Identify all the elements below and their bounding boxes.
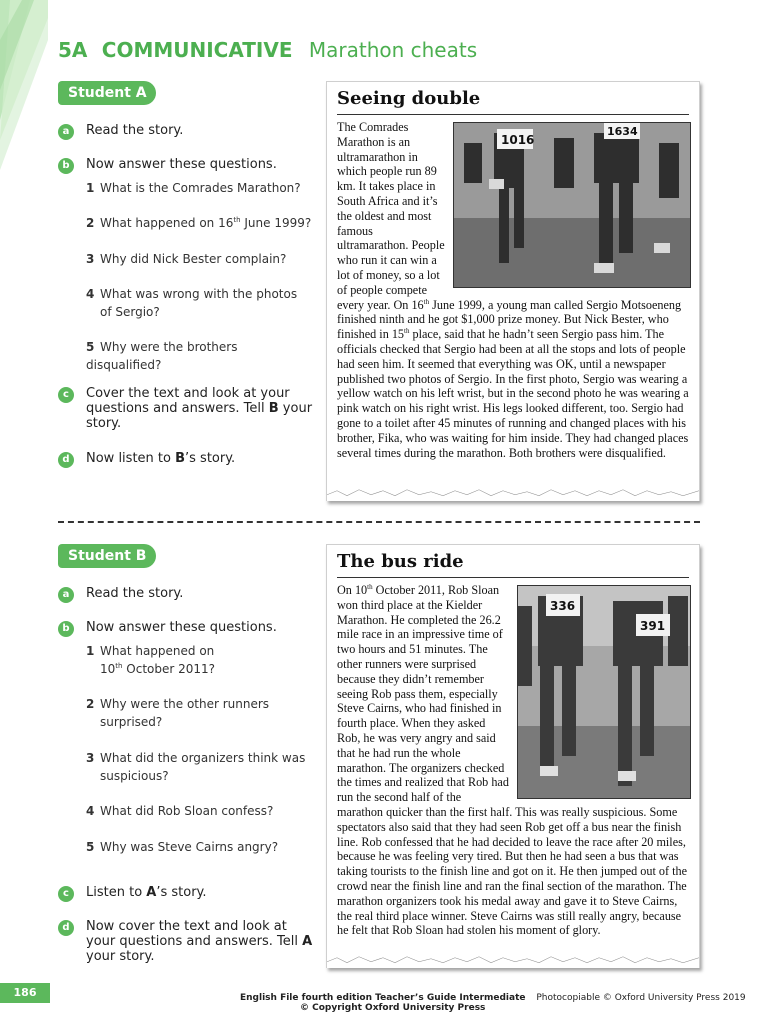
publication-title: English File fourth edition Teacher’s Guide Intermediate	[240, 993, 526, 1003]
page-header	[58, 38, 477, 62]
kielder-marathon-photo	[517, 585, 691, 799]
student-b-step-b	[58, 620, 318, 635]
step-text: Now listen to B’s story.	[86, 451, 236, 466]
student-b-step-a	[58, 586, 318, 601]
runners-photo-image	[454, 123, 690, 287]
story-card-seeing-double	[326, 81, 700, 501]
student-a-label: Student A	[58, 81, 156, 105]
step-text: Now answer these questions.	[86, 620, 277, 635]
section-title: COMMUNICATIVE	[101, 38, 293, 62]
student-a-question-1: 1 What is the Comrades Marathon?	[86, 181, 301, 195]
bib-number: 1016	[501, 133, 535, 147]
story-title: The bus ride	[337, 551, 689, 578]
marathon-runners-photo	[453, 122, 691, 288]
bib-number: 1634	[607, 125, 638, 138]
student-b-question-4: 4 What did Rob Sloan confess?	[86, 804, 274, 818]
corner-decoration	[0, 0, 48, 170]
step-badge: d	[58, 452, 74, 468]
torn-edge	[327, 954, 699, 968]
story-text: 1016 1634 The Comrades Marathon is an ultramarathon in which people run 89 km. It takes place in South Africa and it’s the oldest and most famous ultramarathon. People who run it can win a lot of money, so a lot of people compete every year. On 16th June 1999, a young man called Sergio Motsoeneng finished ninth and he got $1,000 prize money. But Nick Bester, who finished in 15th place, said that he hadn’t seen Sergio pass him. The officials checked that Sergio had been at all the stops and lots of people had seen him. It seemed that everything was OK, until a newspaper published two photos of Sergio. In the first photo, Sergio was wearing a yellow watch on his left wrist, but in the second photo he was wearing a pink watch on his right wrist. His legs looked different, too. Sergio had gone to a toilet after 45 minutes of running and changed places with his brother, Fika, who was waiting for him inside. They had changed places several times during the marathon. Both brothers were disqualified.	[337, 120, 691, 460]
step-badge: c	[58, 886, 74, 902]
step-badge: b	[58, 621, 74, 637]
student-b-step-c	[58, 885, 318, 900]
step-text: Cover the text and look at your questions and answers. Tell B your story.	[86, 386, 313, 431]
copyright-note: Photocopiable © Oxford University Press 2019	[536, 993, 746, 1003]
student-b-question-5: 5 Why was Steve Cairns angry?	[86, 840, 279, 854]
copyright-line: © Copyright Oxford University Press	[300, 1003, 486, 1013]
student-a-question-5: 5 Why were the brothers disqualified?	[86, 340, 238, 372]
student-a-step-a	[58, 123, 318, 138]
step-badge: a	[58, 124, 74, 140]
story-title: Seeing double	[337, 88, 689, 115]
runners-photo-image	[518, 586, 690, 798]
torn-edge	[327, 487, 699, 501]
bib-number: 336	[550, 599, 576, 613]
step-text: Read the story.	[86, 123, 184, 138]
section-code: 5A	[58, 38, 88, 62]
bib-number: 391	[640, 619, 666, 633]
student-a-step-c	[58, 386, 318, 431]
footer	[240, 993, 746, 1003]
page-number: 186	[0, 983, 50, 1003]
step-text: Read the story.	[86, 586, 184, 601]
student-a-question-3: 3 Why did Nick Bester complain?	[86, 252, 287, 266]
story-card-bus-ride	[326, 544, 700, 968]
student-b-label: Student B	[58, 544, 156, 568]
student-a-question-2: 2 What happened on 16th June 1999?	[86, 216, 312, 230]
step-text: Listen to A’s story.	[86, 885, 207, 900]
step-badge: b	[58, 158, 74, 174]
section-divider	[58, 521, 700, 523]
step-text: Now cover the text and look at your questions and answers. Tell A your story.	[86, 919, 313, 964]
student-b-question-2: 2 Why were the other runners surprised?	[86, 697, 270, 729]
student-a-question-4: 4 What was wrong with the photos of Sergio?	[86, 287, 298, 319]
student-b-step-d	[58, 919, 318, 964]
step-badge: d	[58, 920, 74, 936]
page-subtitle: Marathon cheats	[308, 38, 478, 62]
step-badge: a	[58, 587, 74, 603]
step-text: Now answer these questions.	[86, 157, 277, 172]
student-b-question-1: 1 What happened on 10th October 2011?	[86, 644, 216, 676]
story-text: 336 391 On 10th October 2011, Rob Sloan won third place at the Kielder Marathon. He completed the 26.2 mile race in an impressive time of two hours and 51 minutes. The other runners were surprised because they didn’t remember seeing Rob pass them, especially Steve Cairns, who had finished in fourth place. When they asked Rob, he was very angry and said that he had run the whole marathon. The organizers checked the times and realized that Rob had run the second half of the marathon quicker than the first half. This was really suspicious. Some spectators also said that they had seen Rob get off a bus near the finish line. Rob confessed that he had decided to leave the race after 20 miles, because he was feeling very tired. But then he had seen a bus that was taking tourists to the finish line and got on it. He then jumped out of the crowd near the finish line and ran the final section of the marathon. The marathon organizers took his medal away and gave it to Steve Cairns, the real third place winner. Steve Cairns was still really angry, because he felt that Rob Sloan had stolen his moment of glory.	[337, 583, 691, 938]
student-a-step-b	[58, 157, 318, 172]
student-a-step-d	[58, 451, 318, 466]
student-b-question-3: 3 What did the organizers think was suspicious?	[86, 751, 306, 783]
step-badge: c	[58, 387, 74, 403]
